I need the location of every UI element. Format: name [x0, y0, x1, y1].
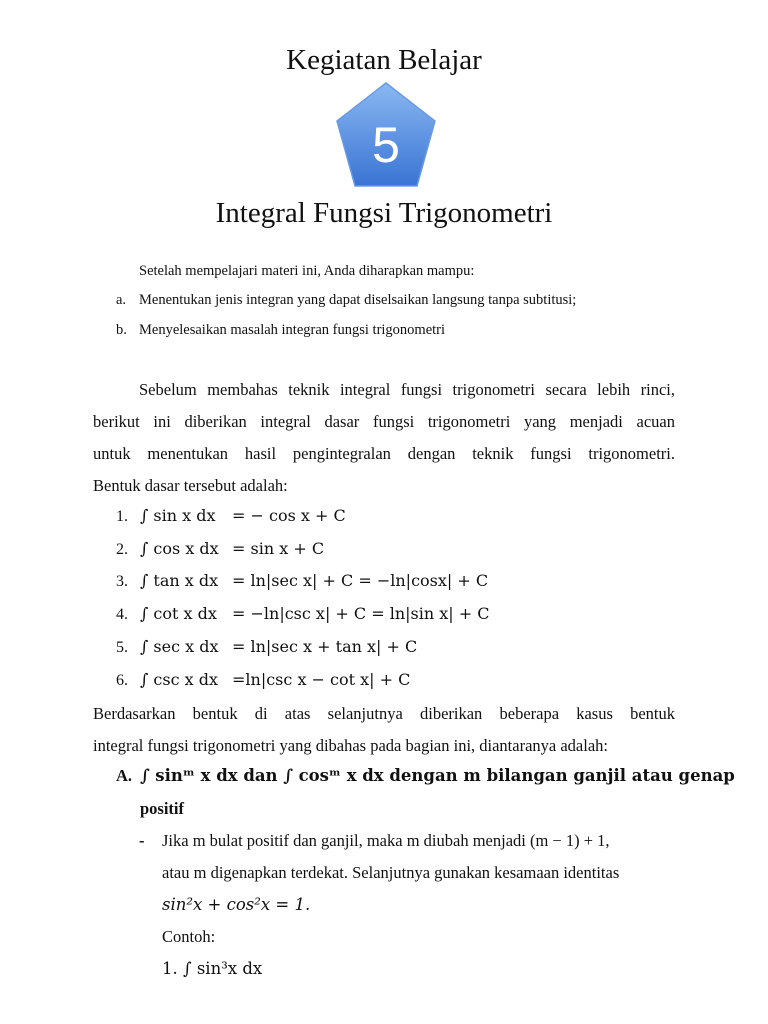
- formula-item: [116, 571, 488, 595]
- paragraph-line: Bentuk dasar tersebut adalah:: [93, 476, 288, 495]
- bullet-line: atau m digenapkan terdekat. Selanjutnya gunakan kesamaan identitas: [162, 863, 620, 882]
- formula-rhs: = − cos x + C: [232, 506, 346, 525]
- paragraph-line: berikut ini diberikan integral dasar fungsi trigonometri yang menjadi acuan: [93, 412, 675, 431]
- formula-item: [116, 539, 324, 563]
- objective-marker: a.: [116, 292, 127, 308]
- formula-lhs: ∫ sin x dx: [140, 506, 216, 525]
- page-title: Integral Fungsi Trigonometri: [215, 197, 553, 229]
- formula-number: 4.: [116, 606, 128, 623]
- section-a-heading: [116, 766, 735, 786]
- formula-item: [116, 604, 490, 628]
- bullet-line: Jika m bulat positif dan ganjil, maka m diubah menjadi (m − 1) + 1,: [162, 831, 610, 850]
- paragraph-line: untuk menentukan hasil pengintegralan dengan teknik fungsi trigonometri.: [93, 444, 675, 463]
- formula-lhs: ∫ sec x dx: [140, 637, 219, 656]
- intro-paragraph: [93, 374, 675, 502]
- cases-paragraph: [93, 698, 675, 762]
- formula-rhs: = sin x + C: [232, 539, 325, 558]
- formula-number: 1.: [116, 508, 128, 525]
- objectives-intro: Setelah mempelajari materi ini, Anda diharapkan mampu:: [139, 263, 475, 279]
- example-label: Contoh:: [162, 927, 216, 946]
- chapter-number: 5: [372, 117, 400, 173]
- formula-lhs: ∫ cos x dx: [140, 539, 219, 558]
- formula-number: 2.: [116, 541, 128, 558]
- chapter-number-pentagon-icon: [334, 80, 438, 190]
- paragraph-line: Berdasarkan bentuk di atas selanjutnya diberikan beberapa kasus bentuk: [93, 704, 675, 723]
- identity-formula: sin²x + cos²x = 1.: [162, 895, 311, 914]
- formula-rhs: = ln|sec x| + C = −ln|cosx| + C: [232, 571, 489, 590]
- formula-rhs: = ln|sec x + tan x| + C: [232, 637, 418, 656]
- example-item: 1. ∫ sin³x dx: [162, 959, 263, 978]
- objective-text: Menentukan jenis integran yang dapat diselsaikan langsung tanpa subtitusi;: [139, 292, 577, 308]
- formula-lhs: ∫ cot x dx: [140, 604, 217, 623]
- formula-item: [116, 506, 346, 530]
- formula-item: [116, 670, 410, 694]
- formula-rhs: = −ln|csc x| + C = ln|sin x| + C: [232, 604, 490, 623]
- formula-item: [116, 637, 417, 661]
- objective-text: Menyelesaikan masalah integran fungsi trigonometri: [139, 322, 446, 338]
- section-heading-line: positif: [140, 799, 185, 818]
- chapter-label: Kegiatan Belajar: [286, 44, 482, 76]
- paragraph-line: Sebelum membahas teknik integral fungsi trigonometri secara lebih rinci,: [139, 380, 675, 399]
- formula-number: 3.: [116, 573, 128, 590]
- formula-lhs: ∫ csc x dx: [140, 670, 219, 689]
- objective-item: [116, 322, 445, 339]
- formula-number: 6.: [116, 672, 128, 689]
- objective-item: [116, 292, 576, 309]
- section-marker: A.: [116, 766, 133, 785]
- bullet-marker: -: [139, 831, 145, 850]
- section-heading-line: ∫ sinᵐ x dx dan ∫ cosᵐ x dx dengan m bilangan ganjil atau genap: [140, 766, 735, 785]
- paragraph-line: integral fungsi trigonometri yang dibahas pada bagian ini, diantaranya adalah:: [93, 736, 608, 755]
- formula-number: 5.: [116, 639, 128, 656]
- formula-rhs: =ln|csc x − cot x| + C: [232, 670, 411, 689]
- formula-lhs: ∫ tan x dx: [140, 571, 219, 590]
- objective-marker: b.: [116, 322, 127, 338]
